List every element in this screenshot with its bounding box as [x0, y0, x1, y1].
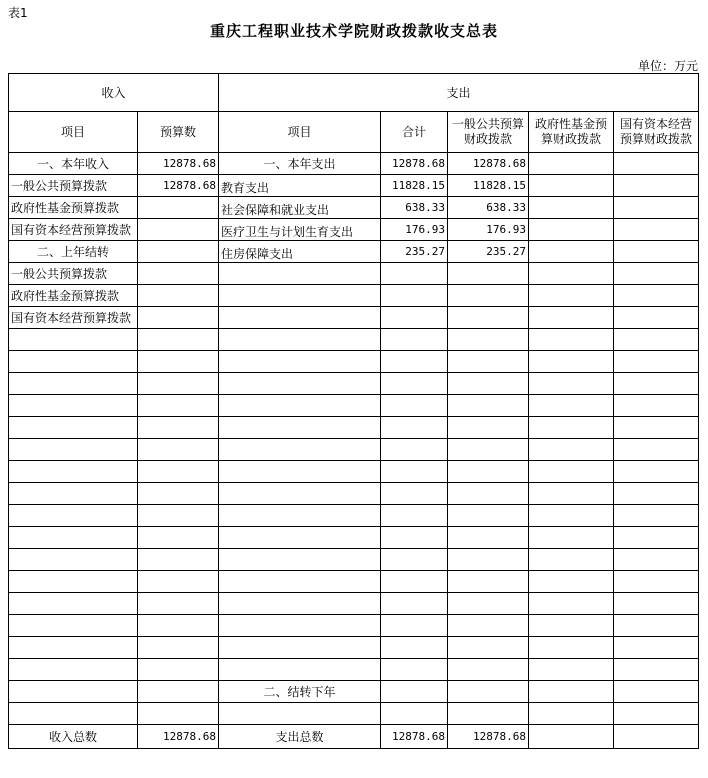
empty-cell: [219, 703, 381, 725]
empty-cell: [529, 549, 614, 571]
empty-row: [9, 615, 699, 637]
empty-cell: [219, 439, 381, 461]
expenditure-total-label: 支出总数: [219, 725, 381, 749]
empty-row: [9, 439, 699, 461]
total-cell: [381, 285, 448, 307]
gov-fund-total: [529, 725, 614, 749]
income-item-cell: 国有资本经营预算拨款: [9, 307, 138, 329]
income-amount-cell: [138, 263, 219, 285]
income-item-cell: 二、上年结转: [9, 241, 138, 263]
empty-cell: [448, 461, 529, 483]
general-budget-cell: 11828.15: [448, 175, 529, 197]
empty-cell: [448, 351, 529, 373]
empty-cell: [529, 505, 614, 527]
empty-cell: [9, 461, 138, 483]
empty-cell: [614, 461, 699, 483]
empty-cell: [614, 659, 699, 681]
empty-cell: [219, 593, 381, 615]
general-budget-cell: 12878.68: [448, 153, 529, 175]
empty-cell: [381, 351, 448, 373]
gov-fund-cell: [529, 153, 614, 175]
table-row: [9, 263, 699, 285]
income-item-cell: 政府性基金预算拨款: [9, 285, 138, 307]
empty-cell: [448, 549, 529, 571]
state-capital-cell: [614, 175, 699, 197]
empty-cell: [614, 329, 699, 351]
table-row: [9, 241, 699, 263]
empty-cell: [529, 637, 614, 659]
empty-cell: [448, 659, 529, 681]
empty-cell: [138, 571, 219, 593]
table-row: [9, 219, 699, 241]
expenditure-item-cell: [219, 263, 381, 285]
general-budget-cell: 176.93: [448, 219, 529, 241]
gov-fund-cell: [529, 307, 614, 329]
empty-cell: [448, 593, 529, 615]
empty-row: [9, 461, 699, 483]
empty-cell: [9, 681, 138, 703]
empty-cell: [138, 395, 219, 417]
empty-cell: [529, 615, 614, 637]
state-capital-cell: [614, 307, 699, 329]
empty-cell: [381, 373, 448, 395]
expenditure-header: 支出: [219, 74, 699, 112]
income-amount-cell: [138, 219, 219, 241]
general-budget-cell: [448, 285, 529, 307]
sheet-label: 表1: [8, 6, 28, 20]
empty-cell: [529, 527, 614, 549]
income-amount-cell: [138, 241, 219, 263]
empty-cell: [9, 637, 138, 659]
totals-row: [9, 725, 699, 749]
empty-cell: [381, 483, 448, 505]
general-budget-cell: [448, 263, 529, 285]
income-item-header: 项目: [9, 112, 138, 153]
empty-cell: [219, 505, 381, 527]
expenditure-item-cell: 医疗卫生与计划生育支出: [219, 219, 381, 241]
empty-cell: [219, 527, 381, 549]
empty-cell: [614, 615, 699, 637]
empty-cell: [138, 615, 219, 637]
empty-cell: [529, 439, 614, 461]
empty-cell: [448, 703, 529, 725]
expenditure-item-cell: 一、本年支出: [219, 153, 381, 175]
empty-cell: [138, 703, 219, 725]
empty-cell: [381, 329, 448, 351]
empty-cell: [138, 681, 219, 703]
state-capital-cell: [614, 285, 699, 307]
empty-cell: [138, 549, 219, 571]
empty-cell: [529, 681, 614, 703]
empty-cell: [381, 527, 448, 549]
empty-cell: [219, 615, 381, 637]
empty-cell: [448, 571, 529, 593]
empty-cell: [9, 483, 138, 505]
carry-forward-row: [9, 681, 699, 703]
total-cell: 235.27: [381, 241, 448, 263]
empty-cell: [381, 549, 448, 571]
empty-cell: [138, 527, 219, 549]
empty-cell: [219, 659, 381, 681]
empty-cell: [448, 329, 529, 351]
income-item-cell: 一般公共预算拨款: [9, 263, 138, 285]
expenditure-item-cell: 教育支出: [219, 175, 381, 197]
empty-cell: [614, 351, 699, 373]
empty-cell: [381, 659, 448, 681]
empty-cell: [138, 637, 219, 659]
expenditure-item-cell: [219, 285, 381, 307]
empty-cell: [614, 703, 699, 725]
empty-cell: [381, 637, 448, 659]
empty-cell: [529, 395, 614, 417]
empty-cell: [381, 417, 448, 439]
unit-label: 单位：万元: [637, 59, 698, 73]
total-cell: 176.93: [381, 219, 448, 241]
general-budget-cell: 235.27: [448, 241, 529, 263]
budget-table: [8, 73, 699, 749]
expenditure-total-amount: 12878.68: [381, 725, 448, 749]
empty-cell: [614, 593, 699, 615]
empty-row: [9, 549, 699, 571]
state-capital-cell: [614, 153, 699, 175]
empty-cell: [614, 483, 699, 505]
total-cell: [381, 263, 448, 285]
empty-cell: [381, 395, 448, 417]
empty-row: [9, 593, 699, 615]
empty-cell: [219, 417, 381, 439]
empty-cell: [219, 351, 381, 373]
income-item-cell: 国有资本经营预算拨款: [9, 219, 138, 241]
state-capital-total: [614, 725, 699, 749]
empty-cell: [381, 505, 448, 527]
income-total-label: 收入总数: [9, 725, 138, 749]
empty-cell: [614, 417, 699, 439]
empty-cell: [614, 571, 699, 593]
gov-fund-cell: [529, 175, 614, 197]
empty-cell: [448, 439, 529, 461]
table-row: [9, 307, 699, 329]
empty-cell: [381, 681, 448, 703]
gov-fund-cell: [529, 263, 614, 285]
total-cell: 638.33: [381, 197, 448, 219]
state-capital-cell: [614, 197, 699, 219]
empty-cell: [381, 439, 448, 461]
empty-cell: [614, 637, 699, 659]
page-title: 重庆工程职业技术学院财政拨款收支总表: [209, 22, 498, 40]
income-item-cell: 一、本年收入: [9, 153, 138, 175]
empty-cell: [448, 505, 529, 527]
empty-cell: [138, 373, 219, 395]
empty-cell: [219, 637, 381, 659]
empty-cell: [529, 417, 614, 439]
income-item-cell: 一般公共预算拨款: [9, 175, 138, 197]
total-cell: 11828.15: [381, 175, 448, 197]
empty-row: [9, 417, 699, 439]
empty-cell: [614, 439, 699, 461]
expenditure-item-cell: [219, 307, 381, 329]
empty-cell: [138, 483, 219, 505]
empty-cell: [138, 329, 219, 351]
empty-cell: [9, 373, 138, 395]
empty-cell: [448, 615, 529, 637]
gov-fund-cell: [529, 241, 614, 263]
empty-cell: [448, 637, 529, 659]
empty-cell: [448, 681, 529, 703]
gov-fund-cell: [529, 197, 614, 219]
empty-cell: [448, 395, 529, 417]
income-amount-cell: 12878.68: [138, 175, 219, 197]
empty-cell: [381, 703, 448, 725]
expenditure-item-cell: 社会保障和就业支出: [219, 197, 381, 219]
empty-cell: [138, 505, 219, 527]
header-row-1: [9, 74, 699, 112]
empty-cell: [219, 395, 381, 417]
table-row: [9, 175, 699, 197]
empty-row: [9, 505, 699, 527]
empty-cell: [614, 549, 699, 571]
empty-cell: [381, 461, 448, 483]
total-cell: [381, 307, 448, 329]
empty-cell: [529, 351, 614, 373]
gov-fund-cell: [529, 219, 614, 241]
general-budget-header: 一般公共预算财政拨款: [448, 112, 529, 153]
carry-forward-label: 二、结转下年: [219, 681, 381, 703]
empty-row: [9, 703, 699, 725]
empty-cell: [138, 439, 219, 461]
empty-cell: [9, 395, 138, 417]
income-amount-cell: [138, 197, 219, 219]
empty-cell: [9, 329, 138, 351]
empty-cell: [219, 571, 381, 593]
total-header: 合计: [381, 112, 448, 153]
empty-cell: [219, 461, 381, 483]
empty-cell: [9, 571, 138, 593]
empty-cell: [138, 351, 219, 373]
empty-row: [9, 527, 699, 549]
empty-cell: [529, 483, 614, 505]
state-capital-cell: [614, 219, 699, 241]
income-amount-cell: [138, 285, 219, 307]
header-row-2: [9, 112, 699, 153]
empty-cell: [448, 527, 529, 549]
gov-fund-cell: [529, 285, 614, 307]
table-row: [9, 285, 699, 307]
empty-cell: [529, 659, 614, 681]
empty-cell: [381, 571, 448, 593]
empty-cell: [529, 703, 614, 725]
income-amount-cell: [138, 307, 219, 329]
empty-cell: [219, 329, 381, 351]
empty-cell: [614, 681, 699, 703]
empty-cell: [9, 351, 138, 373]
empty-cell: [9, 659, 138, 681]
empty-cell: [9, 417, 138, 439]
empty-cell: [9, 527, 138, 549]
empty-cell: [138, 659, 219, 681]
gov-fund-header: 政府性基金预算财政拨款: [529, 112, 614, 153]
empty-row: [9, 351, 699, 373]
empty-cell: [529, 373, 614, 395]
empty-cell: [448, 483, 529, 505]
empty-cell: [9, 549, 138, 571]
empty-cell: [448, 373, 529, 395]
state-capital-header: 国有资本经营预算财政拨款: [614, 112, 699, 153]
empty-cell: [138, 417, 219, 439]
general-budget-total: 12878.68: [448, 725, 529, 749]
empty-cell: [9, 439, 138, 461]
empty-cell: [9, 703, 138, 725]
empty-cell: [448, 417, 529, 439]
table-row: [9, 197, 699, 219]
empty-cell: [138, 593, 219, 615]
state-capital-cell: [614, 241, 699, 263]
empty-row: [9, 483, 699, 505]
general-budget-cell: 638.33: [448, 197, 529, 219]
empty-cell: [219, 373, 381, 395]
income-total-amount: 12878.68: [138, 725, 219, 749]
empty-cell: [529, 593, 614, 615]
table-row: [9, 153, 699, 175]
empty-row: [9, 373, 699, 395]
general-budget-cell: [448, 307, 529, 329]
empty-cell: [381, 593, 448, 615]
empty-cell: [219, 549, 381, 571]
empty-cell: [529, 461, 614, 483]
empty-cell: [138, 461, 219, 483]
empty-cell: [9, 615, 138, 637]
expenditure-item-header: 项目: [219, 112, 381, 153]
income-item-cell: 政府性基金预算拨款: [9, 197, 138, 219]
empty-cell: [614, 395, 699, 417]
empty-row: [9, 637, 699, 659]
budget-amount-header: 预算数: [138, 112, 219, 153]
empty-row: [9, 329, 699, 351]
income-header: 收入: [9, 74, 219, 112]
empty-row: [9, 571, 699, 593]
empty-cell: [614, 505, 699, 527]
empty-cell: [381, 615, 448, 637]
state-capital-cell: [614, 263, 699, 285]
total-cell: 12878.68: [381, 153, 448, 175]
empty-cell: [9, 593, 138, 615]
income-amount-cell: 12878.68: [138, 153, 219, 175]
empty-cell: [9, 505, 138, 527]
empty-cell: [614, 373, 699, 395]
expenditure-item-cell: 住房保障支出: [219, 241, 381, 263]
empty-cell: [219, 483, 381, 505]
empty-cell: [529, 571, 614, 593]
empty-row: [9, 395, 699, 417]
empty-cell: [614, 527, 699, 549]
empty-row: [9, 659, 699, 681]
empty-cell: [529, 329, 614, 351]
